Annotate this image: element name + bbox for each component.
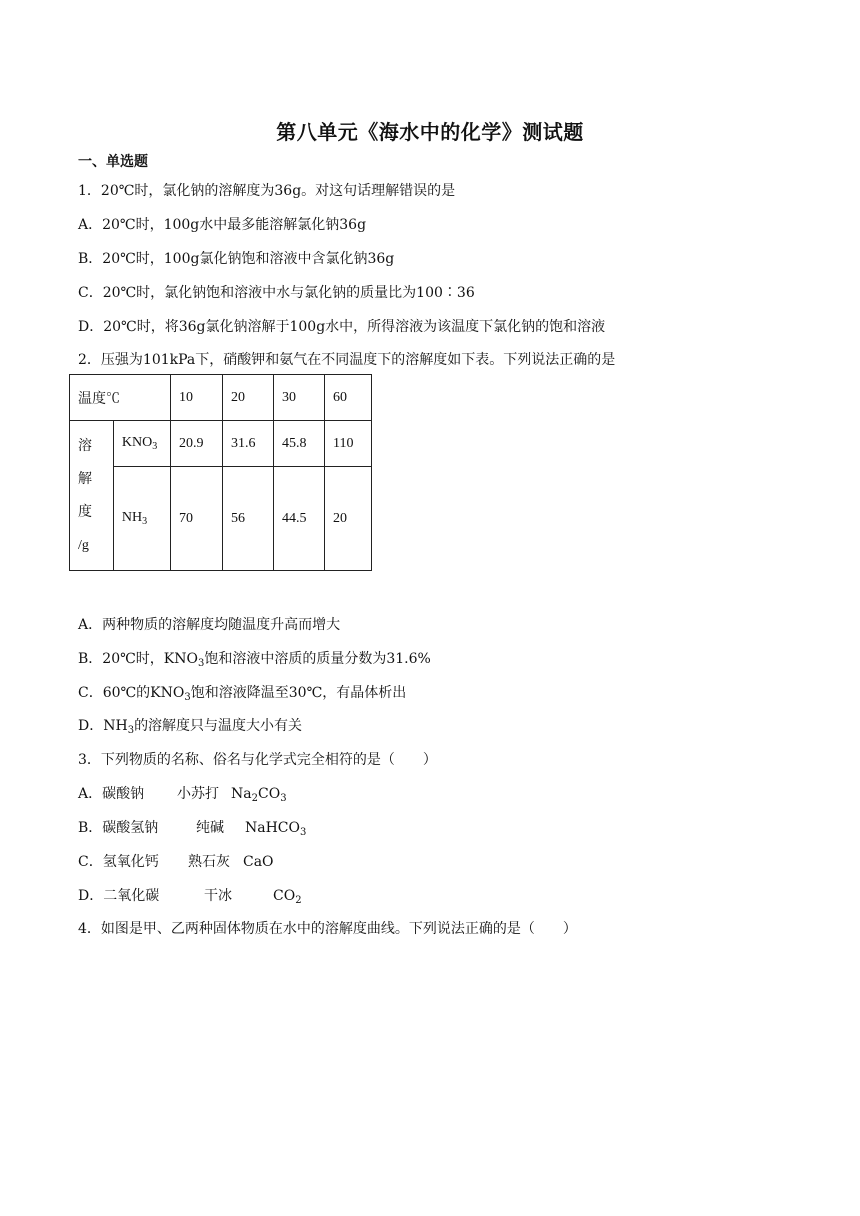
value-cell: 20	[325, 467, 372, 571]
option-text: 饱和溶液中溶质的质量分数为31.6%	[204, 651, 431, 667]
value-cell: 56	[223, 467, 274, 571]
common-name: 纯碱	[196, 820, 224, 836]
substance-name: A．碳酸钠	[78, 786, 145, 802]
question-1-option-d: D．20℃时，将36g氯化钠溶解于100g水中，所得溶液为该温度下氯化钠的饱和溶液	[78, 319, 606, 335]
temp-cell: 30	[274, 375, 325, 421]
value-cell: 20.9	[171, 421, 223, 467]
table-row	[70, 421, 372, 467]
temp-header-cell: 温度℃	[70, 375, 171, 421]
question-1-stem: 1．20℃时，氯化钠的溶解度为36g。对这句话理解错误的是	[78, 183, 456, 199]
vertical-label-char: 度	[78, 504, 92, 520]
question-2-option-a: A．两种物质的溶解度均随温度升高而增大	[78, 617, 341, 633]
temp-cell: 10	[171, 375, 223, 421]
formula-text: Na	[231, 786, 252, 802]
vertical-label-char: 解	[78, 471, 92, 487]
value-cell: 70	[171, 467, 223, 571]
option-text: D．NH	[78, 718, 128, 734]
option-text: 饱和溶液降温至30℃，有晶体析出	[190, 685, 407, 701]
solubility-curve-figure-area	[78, 950, 778, 1190]
solubility-table	[69, 374, 372, 571]
formula-subscript: 3	[197, 658, 205, 669]
formula-subscript: 2	[251, 793, 258, 804]
formula-text: KNO	[121, 435, 153, 450]
question-3-option-c	[78, 851, 274, 871]
temp-cell: 20	[223, 375, 274, 421]
option-text: B．20℃时，KNO	[78, 651, 198, 667]
question-2-option-c	[78, 682, 406, 703]
option-text: C．60℃的KNO	[78, 685, 185, 701]
vertical-label-char: /g	[78, 537, 89, 553]
question-2-stem: 2．压强为101kPa下，硝酸钾和氨气在不同温度下的溶解度如下表。下列说法正确的是	[78, 352, 616, 368]
substance-name: B．碳酸氢钠	[78, 820, 159, 836]
formula-text: CO	[257, 786, 281, 802]
formula-text: CO	[273, 888, 296, 904]
page-title: 第八单元《海水中的化学》测试题	[276, 120, 584, 144]
value-cell: 110	[325, 421, 372, 467]
formula-subscript: 3	[300, 827, 307, 838]
question-1-option-c: C．20℃时，氯化钠饱和溶液中水与氯化钠的质量比为100∶36	[78, 285, 475, 301]
question-3-option-b	[78, 817, 306, 838]
question-1-option-a: A．20℃时，100g水中最多能溶解氯化钠36g	[78, 217, 367, 233]
substance-cell	[113, 421, 170, 467]
formula-subscript: 2	[295, 895, 302, 906]
substance-name: D．二氧化碳	[78, 888, 160, 904]
table-row	[70, 467, 372, 571]
value-cell: 45.8	[274, 421, 325, 467]
value-cell: 31.6	[223, 421, 274, 467]
formula-text: NH	[121, 510, 143, 525]
question-3-stem: 3．下列物质的名称、俗名与化学式完全相符的是（ ）	[78, 752, 437, 768]
question-2-option-b	[78, 648, 431, 669]
formula-subscript: 3	[152, 441, 158, 452]
question-3-option-d	[78, 885, 302, 906]
common-name: 干冰	[204, 888, 232, 904]
substance-name: C．氢氧化钙	[78, 854, 159, 870]
option-text: 的溶解度只与温度大小有关	[134, 718, 303, 734]
formula-subscript: 3	[127, 725, 135, 736]
question-1-option-b: B．20℃时，100g氯化钠饱和溶液中含氯化钠36g	[78, 251, 395, 267]
substance-cell	[113, 467, 170, 571]
table-header-row	[70, 375, 372, 421]
question-2-option-d	[78, 715, 302, 736]
formula-subscript: 3	[280, 793, 287, 804]
common-name: 小苏打	[177, 786, 219, 802]
temp-cell: 60	[325, 375, 372, 421]
formula-subscript: 3	[184, 692, 191, 703]
question-4-stem: 4．如图是甲、乙两种固体物质在水中的溶解度曲线。下列说法正确的是（ ）	[78, 921, 577, 937]
formula-text: CaO	[243, 854, 274, 870]
solubility-label-cell	[70, 421, 114, 571]
formula-text: NaHCO	[245, 820, 300, 836]
value-cell: 44.5	[274, 467, 325, 571]
common-name: 熟石灰	[188, 854, 230, 870]
question-3-option-a	[78, 783, 287, 804]
vertical-label-char: 溶	[78, 438, 92, 454]
formula-subscript: 3	[142, 516, 148, 527]
section-heading: 一、单选题	[78, 154, 148, 170]
